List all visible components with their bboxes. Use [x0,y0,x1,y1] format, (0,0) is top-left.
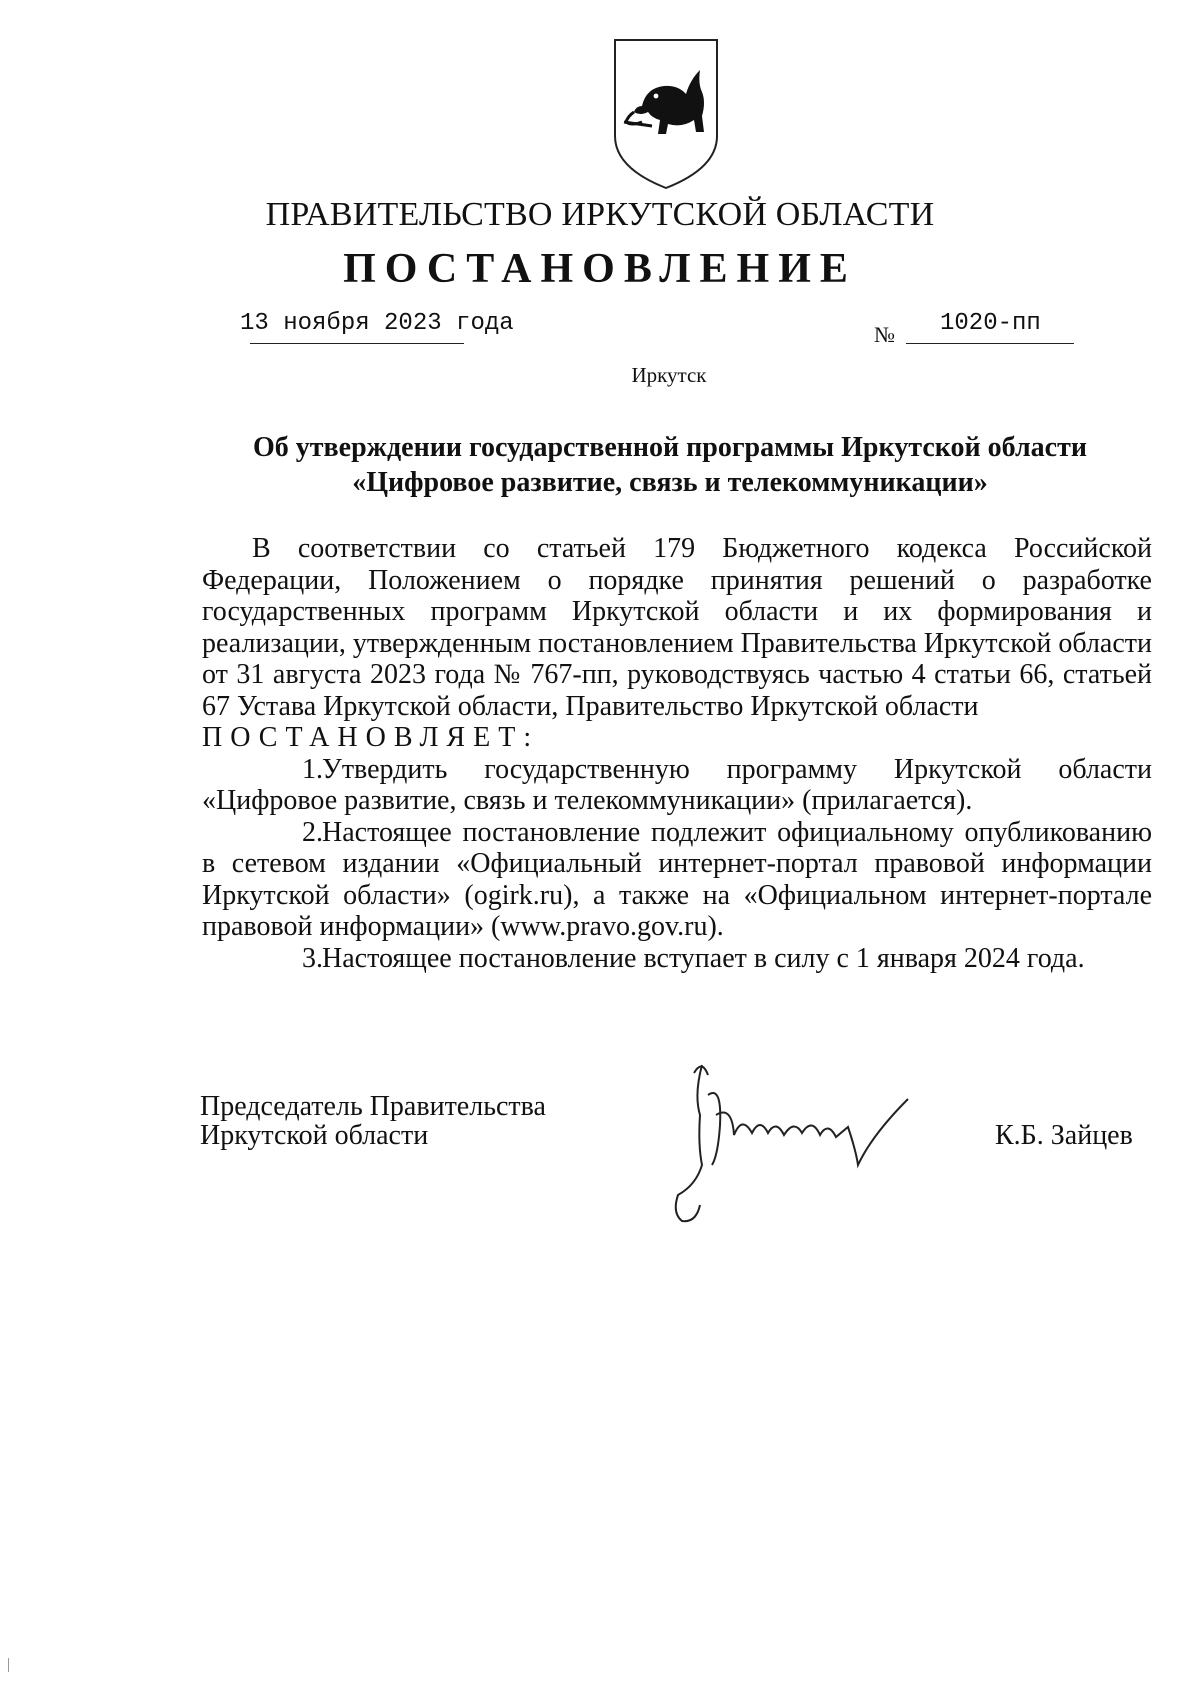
item-number: 2. [302,816,323,848]
number-underline [906,343,1074,344]
document-date: 13 ноября 2023 года [240,310,514,337]
document-title-line-1: Об утверждении государственной программы Иркутской области [253,432,1087,463]
document-number-block [874,310,1074,350]
government-name: ПРАВИТЕЛЬСТВО ИРКУТСКОЙ ОБЛАСТИ [265,196,935,233]
document-title-line-2: «Цифровое развитие, связь и телекоммуникации» [352,467,988,498]
scan-edge-mark [8,1658,9,1672]
signer-position-line-2: Иркутской области [200,1120,429,1151]
list-item [202,943,1152,975]
number-sign: № [874,322,895,347]
item-text: Утвердить государственную программу Иркутской области «Цифровое развитие, связь и телекоммуникации» (прилагается). [202,753,1152,816]
item-text: Настоящее постановление подлежит официальному опубликованию в сетевом издании «Официальный интернет-портал правовой информации Иркутской области» (ogirk.ru), а также на «Официальном интернет-портале правовой информации» (www.pravo.gov.ru). [202,816,1152,942]
document-date-block [240,310,514,350]
signer-name: К.Б. Зайцев [995,1120,1133,1151]
handwritten-signature-icon [672,1055,932,1225]
signer-position [200,1092,546,1150]
list-item [202,754,1152,817]
coat-of-arms-icon [612,36,720,190]
document-number: 1020-пп [940,310,1041,337]
document-body [202,533,1152,974]
city-name: Иркутск [631,363,707,387]
signer-position-line-1: Председатель Правительства [200,1091,546,1122]
date-underline [250,343,464,344]
preamble-paragraph: В соответствии со статьей 179 Бюджетного кодекса Российской Федерации, Положением о порядке принятия решений о разработке государственных программ Иркутской области и их формирования и реализации, утвержденным постановлением Правительства Иркутской области от 31 августа 2023 года № 767-пп, руководствуясь частью 4 статьи 66, статьей 67 Устава Иркутской области, Правительство Иркутской области [202,533,1152,722]
item-text: Настоящее постановление вступает в силу с 1 января 2024 года. [322,942,1085,974]
list-item [202,817,1152,943]
document-type: ПОСТАНОВЛЕНИЕ [343,246,857,292]
item-number: 1. [302,753,323,785]
item-number: 3. [302,942,323,974]
document-title [200,430,1140,500]
resolves-word: ПОСТАНОВЛЯЕТ: [202,722,540,753]
